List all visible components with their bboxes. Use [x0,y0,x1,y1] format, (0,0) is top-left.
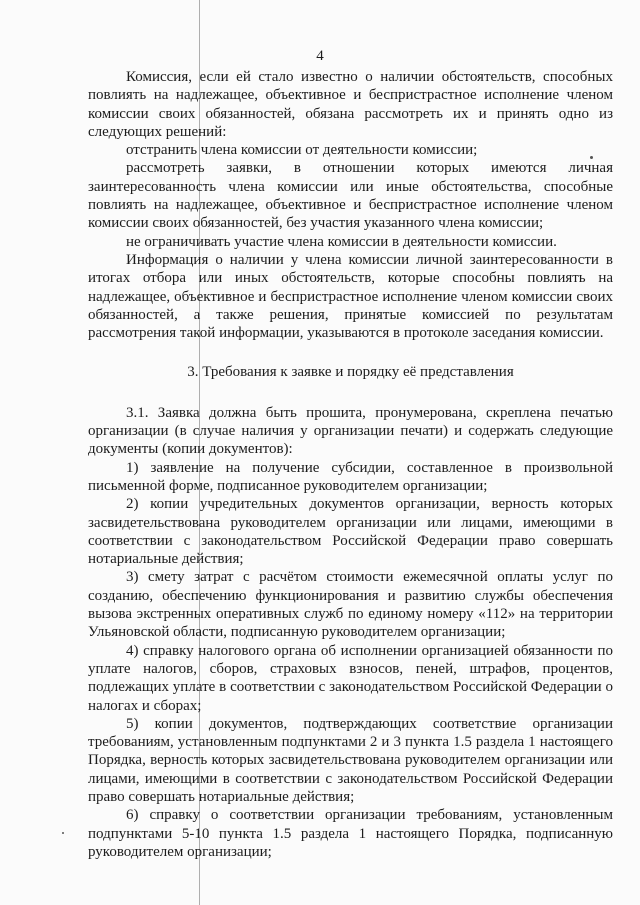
scan-speck [62,832,64,834]
document-body [88,68,613,861]
paragraph-commission-obligation: Комиссия, если ей стало известно о наличии обстоятельств, способных повлиять на надлежащее, объективное и беспристрастное исполнение членом комиссии своих обязанностей, обязана рассмотреть их и принять одно из следующих решений: [88,69,613,140]
scan-speck [590,156,593,159]
list-item-5: 5) копии документов, подтверждающих соответствие организации требованиям, установленным подпунктами 2 и 3 пункта 1.5 раздела 1 настоящего Порядка, верность которых засвидетельствована руководителем организации или лицами, имеющими в соответствии с законодательством Российской Федерации право совершать нотариальные действия; [88,715,613,805]
list-item-6: 6) справку о соответствии организации требованиям, установленным подпунктами 5-10 пункта 1.5 раздела 1 настоящего Порядка, подписанную руководителем организации; [88,807,613,860]
paragraph-3-1: 3.1. Заявка должна быть прошита, пронумерована, скреплена печатью организации (в случае наличия у организации печати) и содержать следующие документы (копии документов): [88,404,613,458]
list-item-1: 1) заявление на получение субсидии, составленное в произвольной письменной форме, подписанное руководителем организации; [88,459,613,494]
list-item-3: 3) смету затрат с расчётом стоимости ежемесячной оплаты услуг по созданию, обеспечению функционирования и развитию службы обеспечения вызова экстренных оперативных служб по единому номеру «112» на территории Ульяновской области, подписанную руководителем организации; [88,569,613,641]
section-heading: 3. Требования к заявке и порядку её представления [187,364,514,381]
paragraph-option-remove-member: отстранить члена комиссии от деятельности комиссии; [126,142,478,159]
list-item-2: 2) копии учредительных документов организации, верность которых засвидетельствована руководителем организации или лицами, имеющими в соответствии с законодательством Российской Федерации право совершать нотариальные действия; [88,496,613,568]
paragraph-option-review-without-member: рассмотреть заявки, в отношении которых имеются личная заинтересованность члена комиссии или иные обстоятельства, способные повлиять на надлежащее, объективное и беспристрастное исполнение членом комиссии своих обязанностей, без участия указанного члена комиссии; [88,160,613,232]
paragraph-protocol-info: Информация о наличии у члена комиссии личной заинтересованности в итогах отбора или иных обстоятельств, которые способны повлиять на надлежащее, объективное и беспристрастное исполнение членом комиссии своих обязанностей, а также решения, принятые комиссией по результатам рассмотрения такой информации, указываются в протоколе заседания комиссии. [88,251,613,342]
list-item-4: 4) справку налогового органа об исполнении организацией обязанности по уплате налогов, сборов, страховых взносов, пеней, штрафов, процентов, подлежащих уплате в соответствии с законодательством Российской Федерации о налогах и сборах; [88,642,613,714]
page-number: 4 [316,48,324,64]
paragraph-option-no-restriction: не ограничивать участие члена комиссии в деятельности комиссии. [126,233,557,250]
